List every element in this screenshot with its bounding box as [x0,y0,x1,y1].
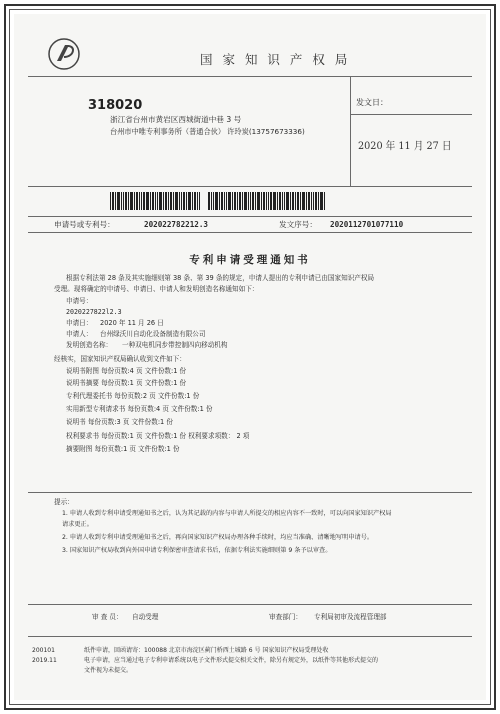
note-line: 1. 申请人收到专利申请受理通知书之后，认为其记载的内容与申请人所提交的相应内容不一致时，可以向国家知识产权局 [62,510,392,517]
file-row: 实用新型专利请求书 每份页数:4 页 文件份数:1 份 [66,405,213,413]
file-row: 说明书摘要 每份页数:1 页 文件份数:1 份 [66,379,187,387]
serial-no: 2020112701077110 [330,220,404,229]
file-row: 摘要附图 每份页数:1 页 文件份数:1 份 [66,445,180,453]
serial-no-label: 发文序号： [279,220,317,229]
ids-rule-bottom [28,232,472,233]
ids-rule-top [28,216,472,217]
form-version: 2019.11 [32,657,57,664]
intro-line-1: 根据专利法第 28 条及其实施细则第 38 条、第 39 条的规定，申请人提出的专利申请已由国家知识产权局 [66,274,375,282]
bottom-line-2: 电子申请，应当通过电子专利申请系统以电子文件形式提交相关文件，除另有规定外，以纸件等其他形式提交的 [84,657,379,664]
field-value-invention-title: 一种双电机同步带控制四向移动机构 [122,341,228,349]
field-value-applicant: 台州绿沃川自动化设备制造有限公司 [100,330,206,338]
dept-label: 审查部门： [269,613,302,621]
file-row: 专利代理委托书 每份页数:2 页 文件份数:1 份 [66,392,200,400]
field-value-filing-date: 2020 年 11 月 26 日 [100,319,164,327]
document-page [14,14,486,700]
examiner-label: 审 查 员： [92,613,123,621]
date-box-rule [350,114,472,115]
file-row: 说明书 每份页数:3 页 文件份数:1 份 [66,418,173,426]
send-date-handwritten: 2020 年 11 月 27 日 [358,140,452,152]
agency-name: 国 家 知 识 产 权 局 [200,52,351,67]
barcode-left [110,192,201,210]
note-line: 3. 国家知识产权局收到向外国申请专利保密审查请求书后，依据专利法实施细则第 9 条予以审查。 [62,547,332,554]
application-no: 202022782212.3 [144,220,209,229]
file-row: 权利要求书 每份页数:1 页 文件份数:1 份 权利要求项数： 2 项 [66,432,250,440]
application-no-label: 申请号或专利号： [54,220,115,229]
file-row: 说明书附图 每份页数:4 页 文件份数:1 份 [66,367,187,375]
footer-rule-top [28,604,472,605]
bottom-line-1: 纸件申请，回函请寄：100088 北京市海淀区蓟门桥西土城路 6 号 国家知识产权局受理处收 [84,647,329,654]
field-label-invention-title: 发明创造名称： [66,341,113,349]
note-line: 请求更正。 [62,521,93,528]
notes-rule-top [28,492,472,493]
barcode-right [208,192,326,210]
cnipa-logo-icon [47,37,81,71]
form-code: 200101 [32,647,55,654]
field-label-filing-date: 申请日： [66,319,93,327]
intro-line-2: 受理。现将确定的申请号、申请日、申请人和发明创造名称通知如下： [54,285,259,293]
footer-rule-bottom [28,636,472,637]
bottom-line-3: 文件视为未提交。 [84,667,133,674]
field-value-application-no: 2020227822l2.3 [66,308,122,316]
postal-code: 318020 [88,98,143,113]
address-line-2: 台州市中唯专利事务所（普通合伙） 许玲炭(13757673336) [110,127,305,136]
field-label-application-no: 申请号： [66,297,93,305]
dept-name: 专利局初审及流程管理部 [314,613,387,621]
address-box-bottom [28,186,472,187]
notice-title: 专利申请受理通知书 [189,254,311,266]
header-rule [28,76,472,77]
address-line-1: 浙江省台州市黄岩区西城街道中巷 3 号 [110,115,242,124]
note-line: 2. 申请人收到专利申请受理通知书之后，再向国家知识产权局办理各种手续时，均应当准确、清晰地写明申请号。 [62,534,374,541]
examiner-name: 自动受理 [132,613,159,621]
send-date-label: 发文日： [356,98,388,107]
field-label-applicant: 申请人： [66,330,93,338]
notes-title: 提示： [54,498,74,506]
date-box-divider [350,76,351,186]
files-intro: 经核实，国家知识产权局确认收到文件如下： [54,355,186,363]
